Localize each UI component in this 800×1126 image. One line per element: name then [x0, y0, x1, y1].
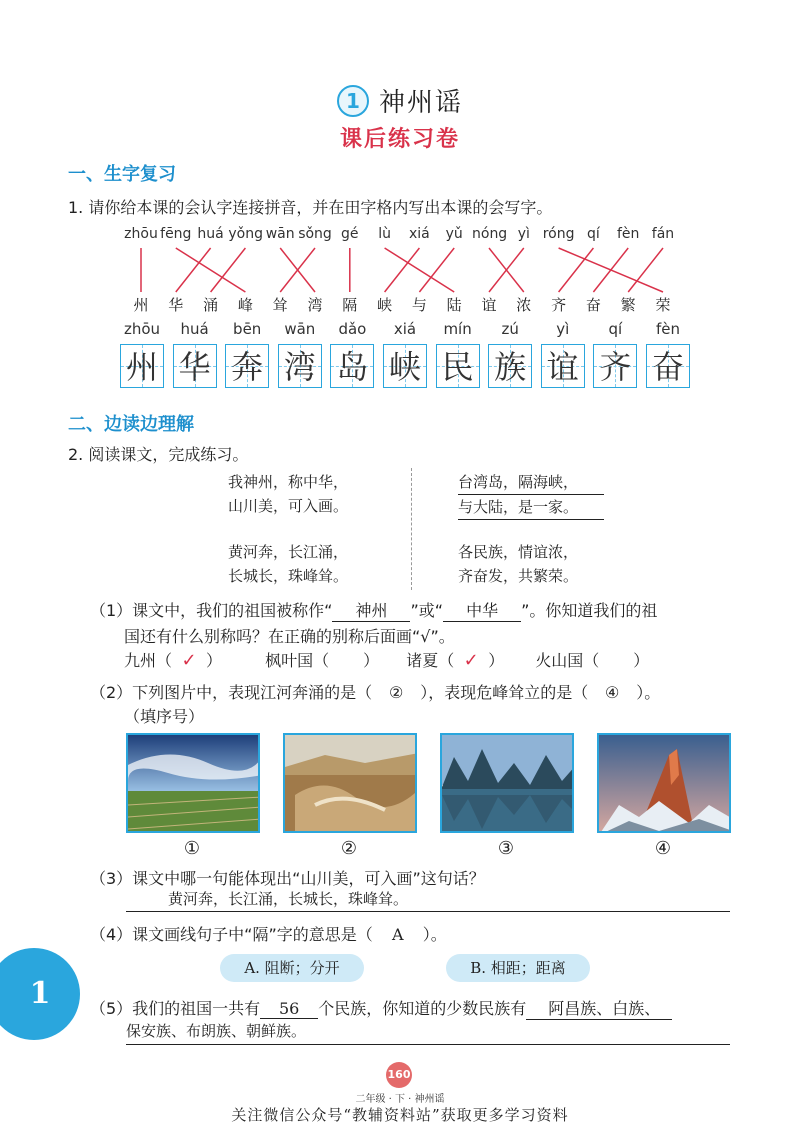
- alias-options: [124, 648, 671, 671]
- tian-char: 州: [125, 348, 158, 386]
- poem-line-underlined: 台湾岛，隔海峡，: [458, 470, 604, 495]
- poem-line: 齐奋发，共繁荣。: [458, 567, 579, 585]
- tian-grid: [0, 344, 800, 392]
- tian-cell[interactable]: [383, 344, 427, 388]
- tian-cell[interactable]: [225, 344, 269, 388]
- pinyin-top-item[interactable]: wān: [265, 226, 295, 242]
- char-item[interactable]: 耸: [272, 296, 288, 314]
- match-line: [419, 248, 454, 292]
- sub-question-5: （5）我们的祖国一共有 56 个民族，你知道的少数民族有 阿昌族、白族、: [90, 996, 672, 1020]
- photo-labels: [0, 838, 800, 862]
- tian-cell[interactable]: [330, 344, 374, 388]
- char-item[interactable]: 齐: [551, 296, 567, 314]
- alias-option[interactable]: 诸夏（ ✓ ）: [406, 650, 505, 671]
- tian-char: 岛: [336, 348, 369, 386]
- question-1: 1. 请你给本课的会认字连接拼音，并在田字格内写出本课的会写字。: [68, 198, 553, 217]
- poem-line: 山川美，可入画。: [228, 497, 349, 515]
- char-item[interactable]: 繁: [620, 296, 636, 314]
- poem-left-bottom: [228, 540, 348, 588]
- sub-question-1-line2: 国还有什么别称吗？在正确的别称后面画“√”。: [124, 627, 455, 646]
- check-mark: ✓: [463, 650, 479, 671]
- section-heading-2: 二、边读边理解: [68, 414, 194, 435]
- pinyin-bottom-item: zhōu: [123, 320, 161, 338]
- pinyin-bottom-item: fèn: [655, 320, 681, 338]
- char-item[interactable]: 峡: [377, 296, 393, 314]
- poem-line-underlined: 与大陆，是一家。: [458, 495, 604, 520]
- tian-cell[interactable]: [593, 344, 637, 388]
- match-line: [211, 248, 246, 292]
- photo-label: ④: [654, 838, 672, 859]
- pinyin-bottom-item: xiá: [393, 320, 417, 338]
- pinyin-top-item[interactable]: fán: [651, 226, 675, 242]
- sub-question-3: （3）课文中哪一句能体现出“山川美，可入画”这句话？: [90, 869, 485, 888]
- sub-question-4: （4）课文画线句子中“隔”字的意思是（ A ）。: [90, 925, 447, 944]
- poem-right-bottom: [458, 540, 578, 588]
- pinyin-top-item[interactable]: fēng: [160, 226, 192, 242]
- sub-question-1: （1）课文中，我们的祖国被称作“ 神州 ”或“ 中华 ”。你知道我们的祖: [90, 598, 657, 622]
- match-line: [593, 248, 628, 292]
- pinyin-top-item[interactable]: róng: [542, 226, 575, 242]
- pinyin-bottom-item: dǎo: [338, 320, 367, 338]
- poem-line: 我神州，称中华，: [228, 473, 349, 491]
- answer-4[interactable]: A: [391, 925, 404, 944]
- pinyin-bottom-row: [0, 320, 800, 342]
- alias-option[interactable]: 九州（ ✓ ）: [124, 650, 223, 671]
- pinyin-top-item[interactable]: fèn: [616, 226, 640, 242]
- char-item[interactable]: 陆: [446, 296, 462, 314]
- char-item[interactable]: 湾: [307, 296, 323, 314]
- matching-lines: [0, 246, 800, 296]
- char-item[interactable]: 与: [411, 296, 427, 314]
- answer-blank-1[interactable]: 神州: [332, 598, 410, 622]
- check-mark: ✓: [181, 650, 197, 671]
- pinyin-top-item[interactable]: lù: [378, 226, 391, 242]
- tian-cell[interactable]: [541, 344, 585, 388]
- lesson-title: 神州谣: [378, 88, 463, 118]
- match-line: [385, 248, 455, 292]
- poem-line: 长城长，珠峰耸。: [228, 567, 349, 585]
- tian-cell[interactable]: [646, 344, 690, 388]
- char-item[interactable]: 峰: [237, 296, 253, 314]
- match-line: [385, 248, 420, 292]
- pinyin-top-item[interactable]: qí: [587, 226, 600, 242]
- pinyin-bottom-item: huá: [180, 320, 209, 338]
- page-number: 160: [386, 1062, 412, 1088]
- tian-char: 奔: [231, 348, 264, 386]
- pinyin-bottom-item: wān: [284, 320, 316, 338]
- poem-left-top: [228, 470, 348, 518]
- photo-label: ①: [183, 838, 201, 859]
- tian-cell[interactable]: [436, 344, 480, 388]
- sub-question-2-line2: （填序号）: [124, 707, 205, 726]
- tian-char: 峡: [388, 348, 421, 386]
- answer-5-line1[interactable]: 阿昌族、白族、: [526, 996, 672, 1020]
- section-heading-1: 一、生字复习: [68, 164, 176, 185]
- pinyin-top-item[interactable]: yǔ: [445, 226, 463, 242]
- photo-waterfall: [283, 733, 417, 833]
- match-line: [176, 248, 211, 292]
- tian-cell[interactable]: [278, 344, 322, 388]
- tian-char: 民: [441, 348, 474, 386]
- pinyin-bottom-item: mín: [443, 320, 472, 338]
- chars-row: [0, 294, 800, 316]
- footer-promo-line: 关注微信公众号“教辅资料站”获取更多学习资料: [231, 1106, 569, 1124]
- char-item[interactable]: 荣: [655, 296, 671, 314]
- pinyin-top-item[interactable]: zhōu: [124, 226, 158, 242]
- answer-3[interactable]: 黄河奔，长江涌，长城长，珠峰耸。: [126, 888, 730, 912]
- char-item[interactable]: 州: [133, 296, 149, 314]
- photo-peak: [597, 733, 731, 833]
- char-item[interactable]: 奋: [585, 296, 601, 314]
- poem-line: 黄河奔，长江涌，: [228, 543, 349, 561]
- char-item[interactable]: 涌: [203, 296, 219, 314]
- tian-cell[interactable]: [488, 344, 532, 388]
- pinyin-top-item[interactable]: sǒng: [298, 226, 332, 242]
- tian-char: 齐: [599, 348, 632, 386]
- page-title: [0, 82, 800, 119]
- photo-plain: [126, 733, 260, 833]
- tian-char: 族: [494, 348, 527, 386]
- poem-divider: [411, 468, 412, 590]
- sub-question-2: （2）下列图片中，表现江河奔涌的是（ ② ），表现危峰耸立的是（ ④ ）。: [90, 683, 661, 702]
- tian-char: 华: [178, 348, 211, 386]
- photo-river: [440, 733, 574, 833]
- char-item[interactable]: 华: [168, 296, 184, 314]
- char-item[interactable]: 浓: [516, 296, 532, 314]
- tian-char: 谊: [546, 348, 579, 386]
- answer-blank-2[interactable]: 中华: [443, 598, 521, 622]
- tian-char: 湾: [283, 348, 316, 386]
- answer-5-line2[interactable]: 保安族、布朗族、朝鲜族。: [126, 1020, 730, 1045]
- pinyin-top-item[interactable]: yǒng: [228, 226, 264, 242]
- pinyin-bottom-item: qí: [608, 320, 623, 338]
- pinyin-top-item[interactable]: yì: [517, 226, 530, 242]
- question-2: 2. 阅读课文，完成练习。: [68, 445, 249, 464]
- page-subtitle: 课后练习卷: [339, 127, 460, 152]
- poem-right-top: [458, 470, 604, 520]
- alias-option[interactable]: 火山国（ ）: [535, 651, 650, 670]
- answer-2b[interactable]: ④: [605, 683, 620, 702]
- char-item[interactable]: 谊: [481, 296, 497, 314]
- char-item[interactable]: 隔: [342, 296, 358, 314]
- pinyin-top-item[interactable]: huá: [197, 226, 224, 242]
- pinyin-bottom-item: yì: [556, 320, 570, 338]
- pinyin-bottom-item: zú: [501, 320, 519, 338]
- alias-option[interactable]: 枫叶国（ ）: [265, 651, 380, 670]
- tian-cell[interactable]: [120, 344, 164, 388]
- pinyin-top-item[interactable]: xiá: [409, 226, 430, 242]
- photo-label: ③: [497, 838, 515, 859]
- photo-label: ②: [340, 838, 358, 859]
- pinyin-bottom-item: bēn: [233, 320, 262, 338]
- pinyin-top-item[interactable]: nóng: [472, 226, 508, 242]
- footer-grade-line: 二年级 · 下 · 神州谣: [355, 1094, 445, 1105]
- option-b-pill[interactable]: B. 相距；距离: [446, 954, 590, 982]
- lesson-number-badge: 1: [337, 85, 369, 117]
- option-a-pill[interactable]: A. 阻断；分开: [220, 954, 364, 982]
- tian-cell[interactable]: [173, 344, 217, 388]
- side-page-badge: 1: [0, 948, 80, 1040]
- match-line: [176, 248, 246, 292]
- answer-2a[interactable]: ②: [389, 683, 404, 702]
- pinyin-top-row: [0, 226, 800, 246]
- poem-line: 各民族，情谊浓，: [458, 543, 579, 561]
- pinyin-top-item[interactable]: gé: [341, 226, 359, 242]
- answer-5-count[interactable]: 56: [260, 999, 318, 1019]
- tian-char: 奋: [651, 348, 684, 386]
